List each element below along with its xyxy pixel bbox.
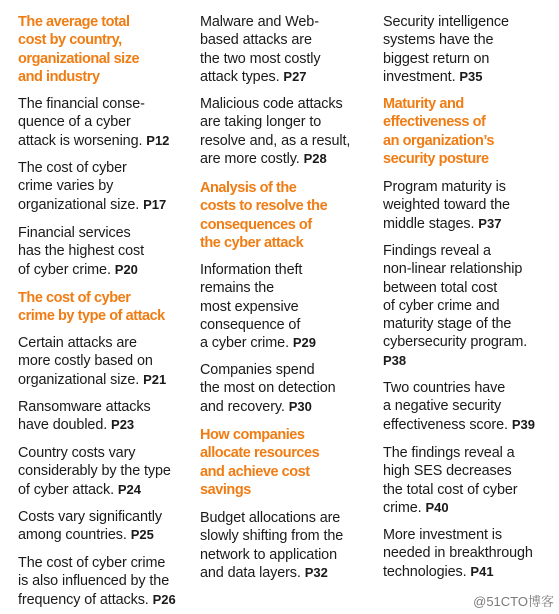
page-reference: P26 [152, 591, 176, 607]
finding-text: Findings reveal a non-linear relationship between total cost of cyber crime and maturity stage of the cybersecurity program. [383, 243, 528, 351]
finding-item [383, 13, 509, 86]
page-reference: P32 [304, 564, 328, 580]
page-reference: P20 [114, 261, 138, 277]
page-reference: P17 [143, 196, 167, 212]
page-reference: P29 [292, 335, 317, 351]
page-reference: P41 [470, 563, 494, 579]
finding-item [18, 159, 166, 214]
finding-item [200, 13, 320, 86]
page-reference: P12 [146, 132, 170, 148]
finding-item [18, 508, 162, 545]
finding-item [18, 398, 151, 435]
page-reference: P28 [303, 150, 327, 166]
page-reference: P39 [511, 416, 535, 432]
finding-text: The financial conse- quence of a cyber attack is worsening. [18, 96, 145, 149]
page-reference: P30 [288, 398, 312, 414]
finding-text: The findings reveal a high SES decreases the total cost of cyber crime. [383, 445, 518, 516]
finding-text: Malicious code attacks are taking longer to resolve and, as a result, are more costly. [200, 96, 351, 167]
finding-item [200, 261, 316, 352]
page-reference: P24 [117, 481, 142, 497]
finding-item [200, 95, 350, 168]
watermark: @51CTO博客 [473, 594, 554, 609]
section-heading: Maturity and effectiveness of an organization’s security posture [383, 96, 495, 167]
finding-text: Financial services has the highest cost of cyber crime. [18, 225, 144, 278]
finding-text: Country costs vary considerably by the type of cyber attack. [18, 445, 171, 498]
finding-text: The cost of cyber crime varies by organizational size. [18, 160, 140, 213]
finding-text: Budget allocations are slowly shifting from the network to application and data layers. [200, 510, 344, 581]
finding-text: Companies spend the most on detection and recovery. [200, 362, 336, 415]
finding-text: Program maturity is weighted toward the middle stages. [383, 179, 510, 232]
finding-item [18, 554, 176, 609]
finding-text: Two countries have a negative security effectiveness score. [383, 380, 508, 433]
finding-text: More investment is needed in breakthrough technologies. [383, 527, 533, 580]
page-reference: P35 [459, 68, 483, 84]
page-reference: P40 [425, 499, 449, 515]
finding-text: Malware and Web- based attacks are the two most costly attack types. [200, 14, 321, 85]
finding-text: Ransomware attacks have doubled. [18, 399, 151, 434]
page-reference: P27 [283, 68, 307, 84]
section-heading: The average total cost by country, organizational size and industry [18, 14, 140, 85]
finding-text: Security intelligence systems have the biggest return on investment. [383, 14, 509, 85]
section-heading: The cost of cyber crime by type of attack [18, 290, 165, 325]
finding-item [18, 444, 171, 499]
finding-item [200, 361, 336, 416]
finding-item [383, 526, 533, 581]
finding-item [18, 334, 166, 389]
finding-text: Information theft remains the most expensive consequence of a cyber crime. [200, 262, 303, 352]
finding-item [383, 178, 510, 233]
finding-item [383, 444, 517, 517]
finding-text: Costs vary significantly among countries. [18, 509, 162, 544]
page-reference: P37 [478, 215, 502, 231]
page-reference: P25 [130, 527, 154, 543]
section-heading: How companies allocate resources and achieve cost savings [200, 427, 320, 498]
finding-item [18, 224, 144, 279]
page-reference: P38 [383, 352, 407, 368]
finding-item [18, 95, 169, 150]
finding-item [200, 509, 343, 582]
finding-item [383, 242, 527, 370]
page-reference: P23 [111, 417, 135, 433]
page-reference: P21 [143, 371, 167, 387]
section-heading: Analysis of the costs to resolve the consequences of the cyber attack [200, 180, 328, 251]
finding-text: The cost of cyber crime is also influenced by the frequency of attacks. [18, 555, 170, 608]
finding-text: Certain attacks are more costly based on organizational size. [18, 335, 153, 388]
finding-item [383, 379, 535, 434]
